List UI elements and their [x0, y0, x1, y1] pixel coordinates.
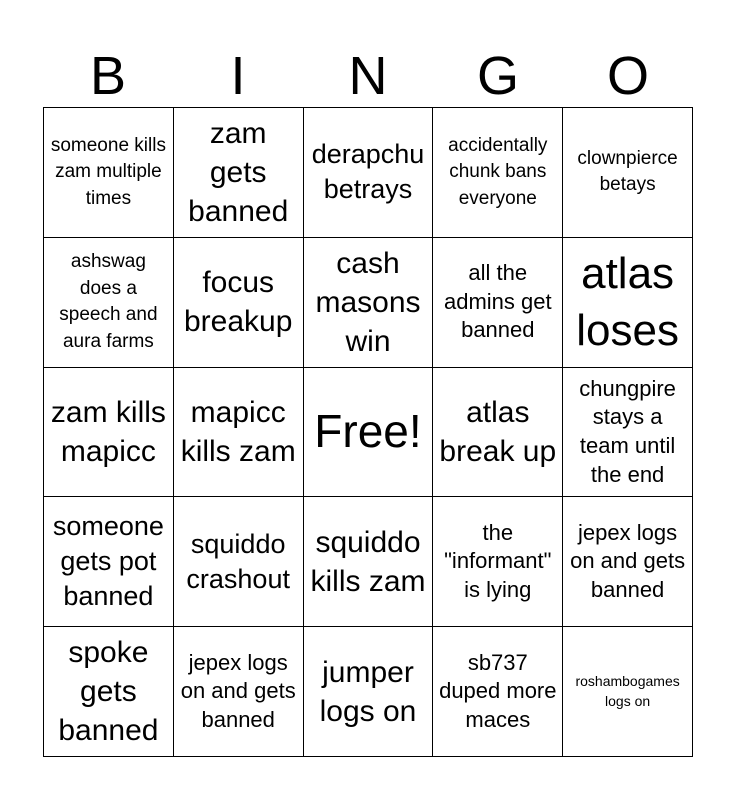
bingo-cell-r5-c2[interactable]: [174, 627, 304, 757]
cell-text: someone kills zam multiple times: [50, 134, 166, 209]
cell-text: zam gets banned: [188, 116, 289, 228]
bingo-cell-r3-c4[interactable]: [433, 368, 563, 498]
cell-text: the "informant" is lying: [444, 519, 552, 603]
cell-text: zam kills mapicc: [50, 395, 166, 468]
bingo-cell-r1-c5[interactable]: [563, 108, 693, 238]
header-letter-g: G: [476, 46, 519, 106]
bingo-cell-r4-c3[interactable]: [304, 497, 434, 627]
header-letter-b: B: [89, 46, 127, 106]
bingo-cell-r5-c1[interactable]: [44, 627, 174, 757]
bingo-cell-r1-c4[interactable]: [433, 108, 563, 238]
cell-text: accidentally chunk bans everyone: [448, 134, 548, 209]
bingo-header: [43, 44, 693, 108]
cell-text: chungpire stays a team until the end: [579, 375, 676, 487]
bingo-cell-r4-c5[interactable]: [563, 497, 693, 627]
cell-text: atlas break up: [439, 395, 557, 468]
bingo-cell-r3-c5[interactable]: [563, 368, 693, 498]
bingo-cell-r2-c1[interactable]: [44, 238, 174, 368]
cell-text: atlas loses: [576, 249, 679, 356]
bingo-cell-r4-c2[interactable]: [174, 497, 304, 627]
bingo-cell-r3-c1[interactable]: [44, 368, 174, 498]
bingo-cell-r1-c3[interactable]: [304, 108, 434, 238]
cell-text: spoke gets banned: [58, 636, 159, 748]
bingo-cell-r4-c1[interactable]: [44, 497, 174, 627]
cell-text: mapicc kills zam: [180, 395, 296, 468]
header-letter-i: I: [230, 46, 246, 106]
bingo-cell-r5-c3[interactable]: [304, 627, 434, 757]
free-space-text: Free!: [314, 405, 422, 458]
cell-text: roshambogames logs on: [575, 673, 680, 709]
cell-text: derapchu betrays: [311, 139, 425, 205]
cell-text: someone gets pot banned: [52, 511, 164, 612]
cell-text: all the admins get banned: [443, 260, 552, 343]
header-letter-n: N: [348, 46, 388, 106]
bingo-cell-r2-c2[interactable]: [174, 238, 304, 368]
cell-text: ashswag does a speech and aura farms: [59, 251, 158, 352]
cell-text: jepex logs on and gets banned: [180, 649, 296, 732]
header-letter-o: O: [606, 46, 649, 106]
cell-text: squiddo crashout: [186, 528, 290, 594]
bingo-cell-r3-c2[interactable]: [174, 368, 304, 498]
cell-text: jepex logs on and gets banned: [570, 519, 686, 603]
bingo-cell-r5-c5[interactable]: [563, 627, 693, 757]
cell-text: clownpierce betays: [577, 147, 678, 196]
bingo-cell-r5-c4[interactable]: [433, 627, 563, 757]
bingo-cell-r2-c5[interactable]: [563, 238, 693, 368]
bingo-cell-r4-c4[interactable]: [433, 497, 563, 627]
cell-text: cash masons win: [315, 246, 421, 358]
bingo-cell-r2-c4[interactable]: [433, 238, 563, 368]
cell-text: squiddo kills zam: [310, 525, 426, 598]
cell-text: sb737 duped more maces: [439, 649, 557, 732]
bingo-grid: [43, 107, 693, 757]
cell-text: focus breakup: [183, 266, 293, 339]
bingo-cell-r1-c1[interactable]: [44, 108, 174, 238]
bingo-cell-r2-c3[interactable]: [304, 238, 434, 368]
cell-text: jumper logs on: [319, 655, 417, 728]
bingo-cell-r1-c2[interactable]: [174, 108, 304, 238]
bingo-cell-free[interactable]: [304, 368, 434, 498]
